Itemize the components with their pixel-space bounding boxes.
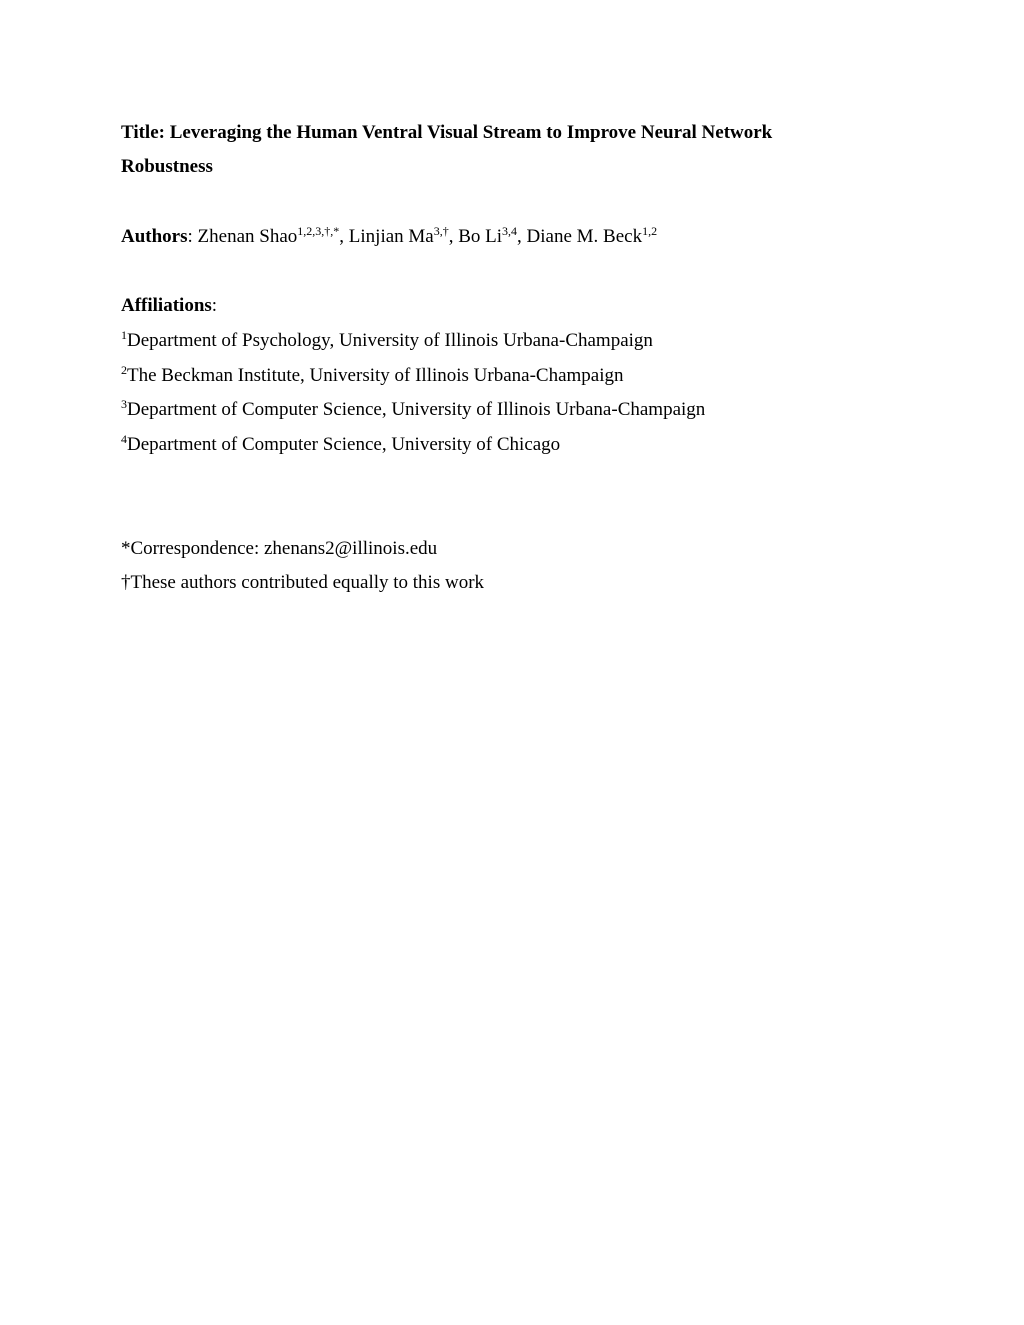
author-superscript: 3,† [433, 224, 449, 238]
affiliations-colon: : [211, 295, 218, 316]
author-name: Linjian Ma [348, 226, 434, 247]
affiliation-text: The Beckman Institute, University of Illinois Urbana-Champaign [127, 365, 624, 386]
affiliation-number: 4 [121, 432, 127, 446]
author-separator: , [517, 226, 527, 247]
correspondence-text: *Correspondence: zhenans2@illinois.edu [121, 538, 438, 559]
author-name: Diane M. Beck [526, 226, 643, 247]
affiliation-item [121, 329, 653, 353]
title-line-2: Robustness [121, 156, 213, 177]
correspondence-note [121, 537, 437, 561]
affiliation-number: 1 [121, 328, 127, 342]
equal-contribution-note: †These authors contributed equally to this work [121, 572, 485, 593]
affiliation-text: Department of Computer Science, University of Illinois Urbana-Champaign [127, 399, 706, 420]
author-superscript: 3,4 [502, 224, 518, 238]
affiliation-text: Department of Psychology, University of Illinois Urbana-Champaign [127, 330, 653, 351]
author-name: Bo Li [458, 226, 503, 247]
affiliation-item [121, 364, 624, 388]
author-superscript: 1,2 [642, 224, 658, 238]
affiliation-number: 2 [121, 363, 127, 377]
authors-line [121, 225, 657, 249]
affiliations-heading [121, 294, 217, 318]
affiliations-label: Affiliations [121, 295, 212, 316]
authors-separator: : [187, 226, 198, 247]
title-line-1: Title: Leveraging the Human Ventral Visual Stream to Improve Neural Network [121, 122, 773, 143]
author-separator: , [448, 226, 459, 247]
affiliation-item [121, 398, 705, 422]
affiliation-item [121, 433, 560, 457]
author-name: Zhenan Shao [197, 226, 298, 247]
author-separator: , [339, 226, 349, 247]
affiliation-text: Department of Computer Science, University of Chicago [127, 434, 561, 455]
authors-label: Authors [121, 226, 188, 247]
author-superscript: 1,2,3,†,* [297, 224, 340, 238]
affiliation-number: 3 [121, 397, 127, 411]
